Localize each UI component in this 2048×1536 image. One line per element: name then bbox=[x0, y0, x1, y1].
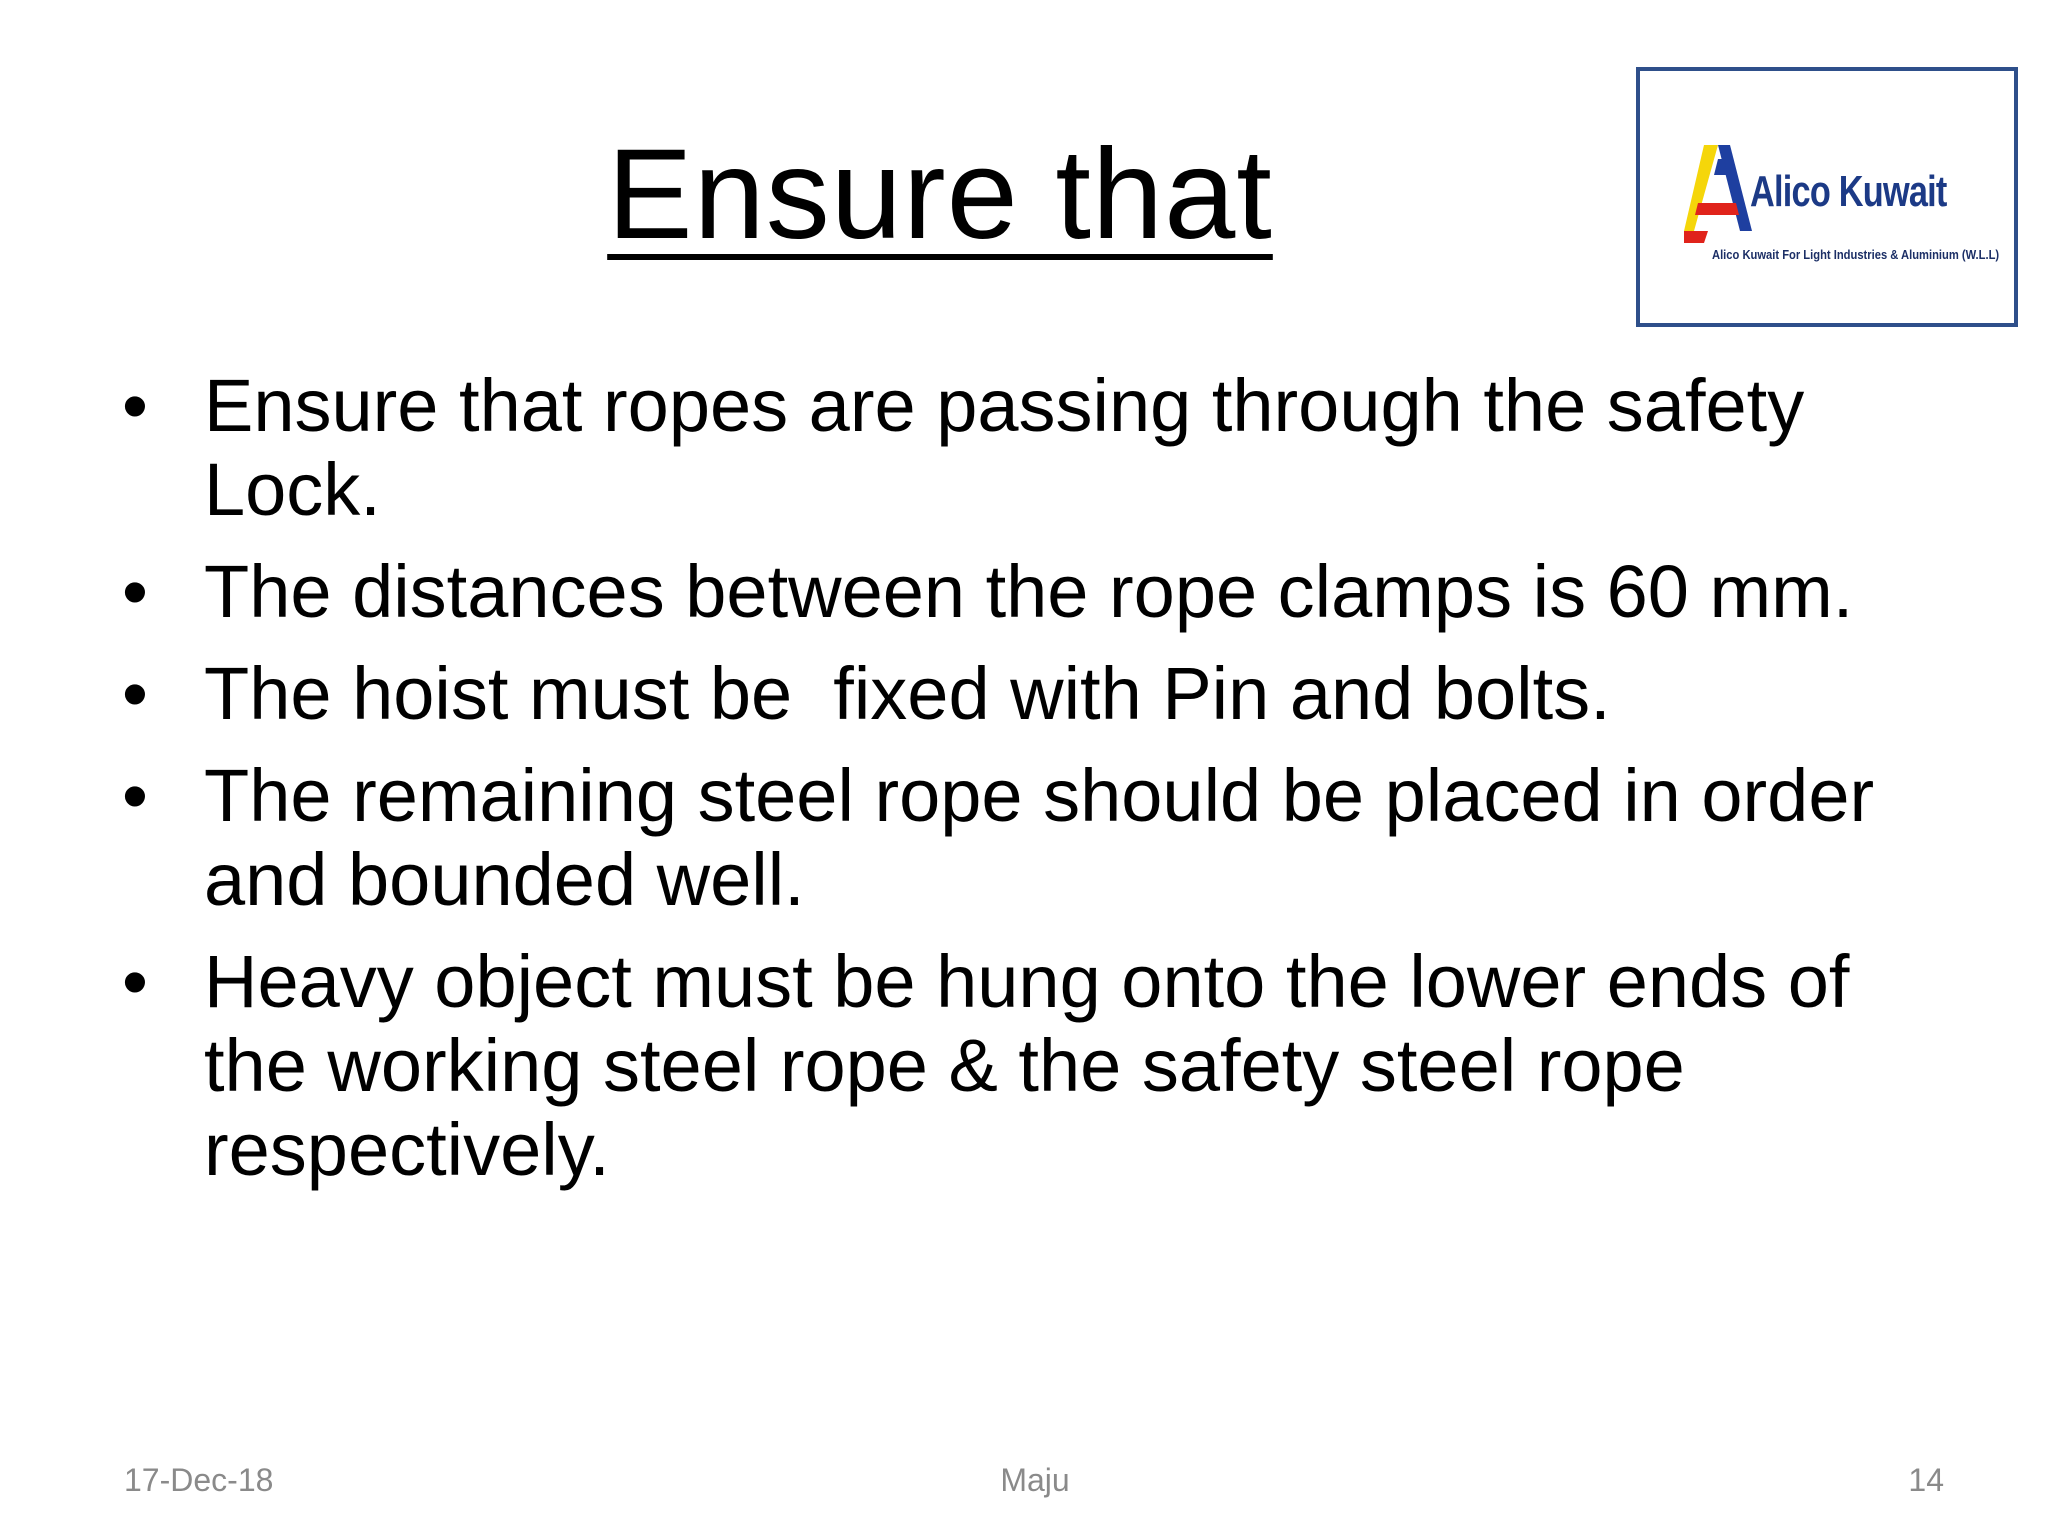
footer-page-number: 14 bbox=[1908, 1462, 1944, 1498]
alico-logo-icon bbox=[1684, 145, 1752, 243]
bullet-item bbox=[122, 550, 1972, 634]
bullet-dot-icon: • bbox=[122, 550, 148, 633]
footer-date: 17-Dec-18 bbox=[124, 1462, 274, 1498]
slide-title-text: Ensure that bbox=[607, 123, 1273, 266]
bullet-dot-icon: • bbox=[122, 652, 148, 735]
bullet-text: The hoist must be fixed with Pin and bolts. bbox=[204, 652, 1611, 735]
bullet-item bbox=[122, 940, 1972, 1192]
logo-name: Alico Kuwait bbox=[1750, 167, 1947, 216]
bullet-list bbox=[122, 364, 1972, 1210]
bullet-item bbox=[122, 754, 1972, 922]
bullet-dot-icon: • bbox=[122, 754, 148, 837]
footer-author: Maju bbox=[1000, 1462, 1070, 1498]
bullet-text: Heavy object must be hung onto the lower ends of the working steel rope & the safety steel rope respectively. bbox=[204, 940, 1850, 1191]
bullet-item bbox=[122, 652, 1972, 736]
bullet-text: The distances between the rope clamps is 60 mm. bbox=[204, 550, 1854, 633]
company-logo bbox=[1636, 67, 2018, 327]
bullet-dot-icon: • bbox=[122, 940, 148, 1023]
slide-title bbox=[0, 120, 1880, 270]
bullet-item bbox=[122, 364, 1972, 532]
logo-tagline: Alico Kuwait For Light Industries & Aluminium (W.L.L) bbox=[1712, 247, 2000, 262]
bullet-dot-icon: • bbox=[122, 364, 148, 447]
bullet-text: The remaining steel rope should be placed in order and bounded well. bbox=[204, 754, 1875, 921]
bullet-text: Ensure that ropes are passing through the safety Lock. bbox=[204, 364, 1805, 531]
